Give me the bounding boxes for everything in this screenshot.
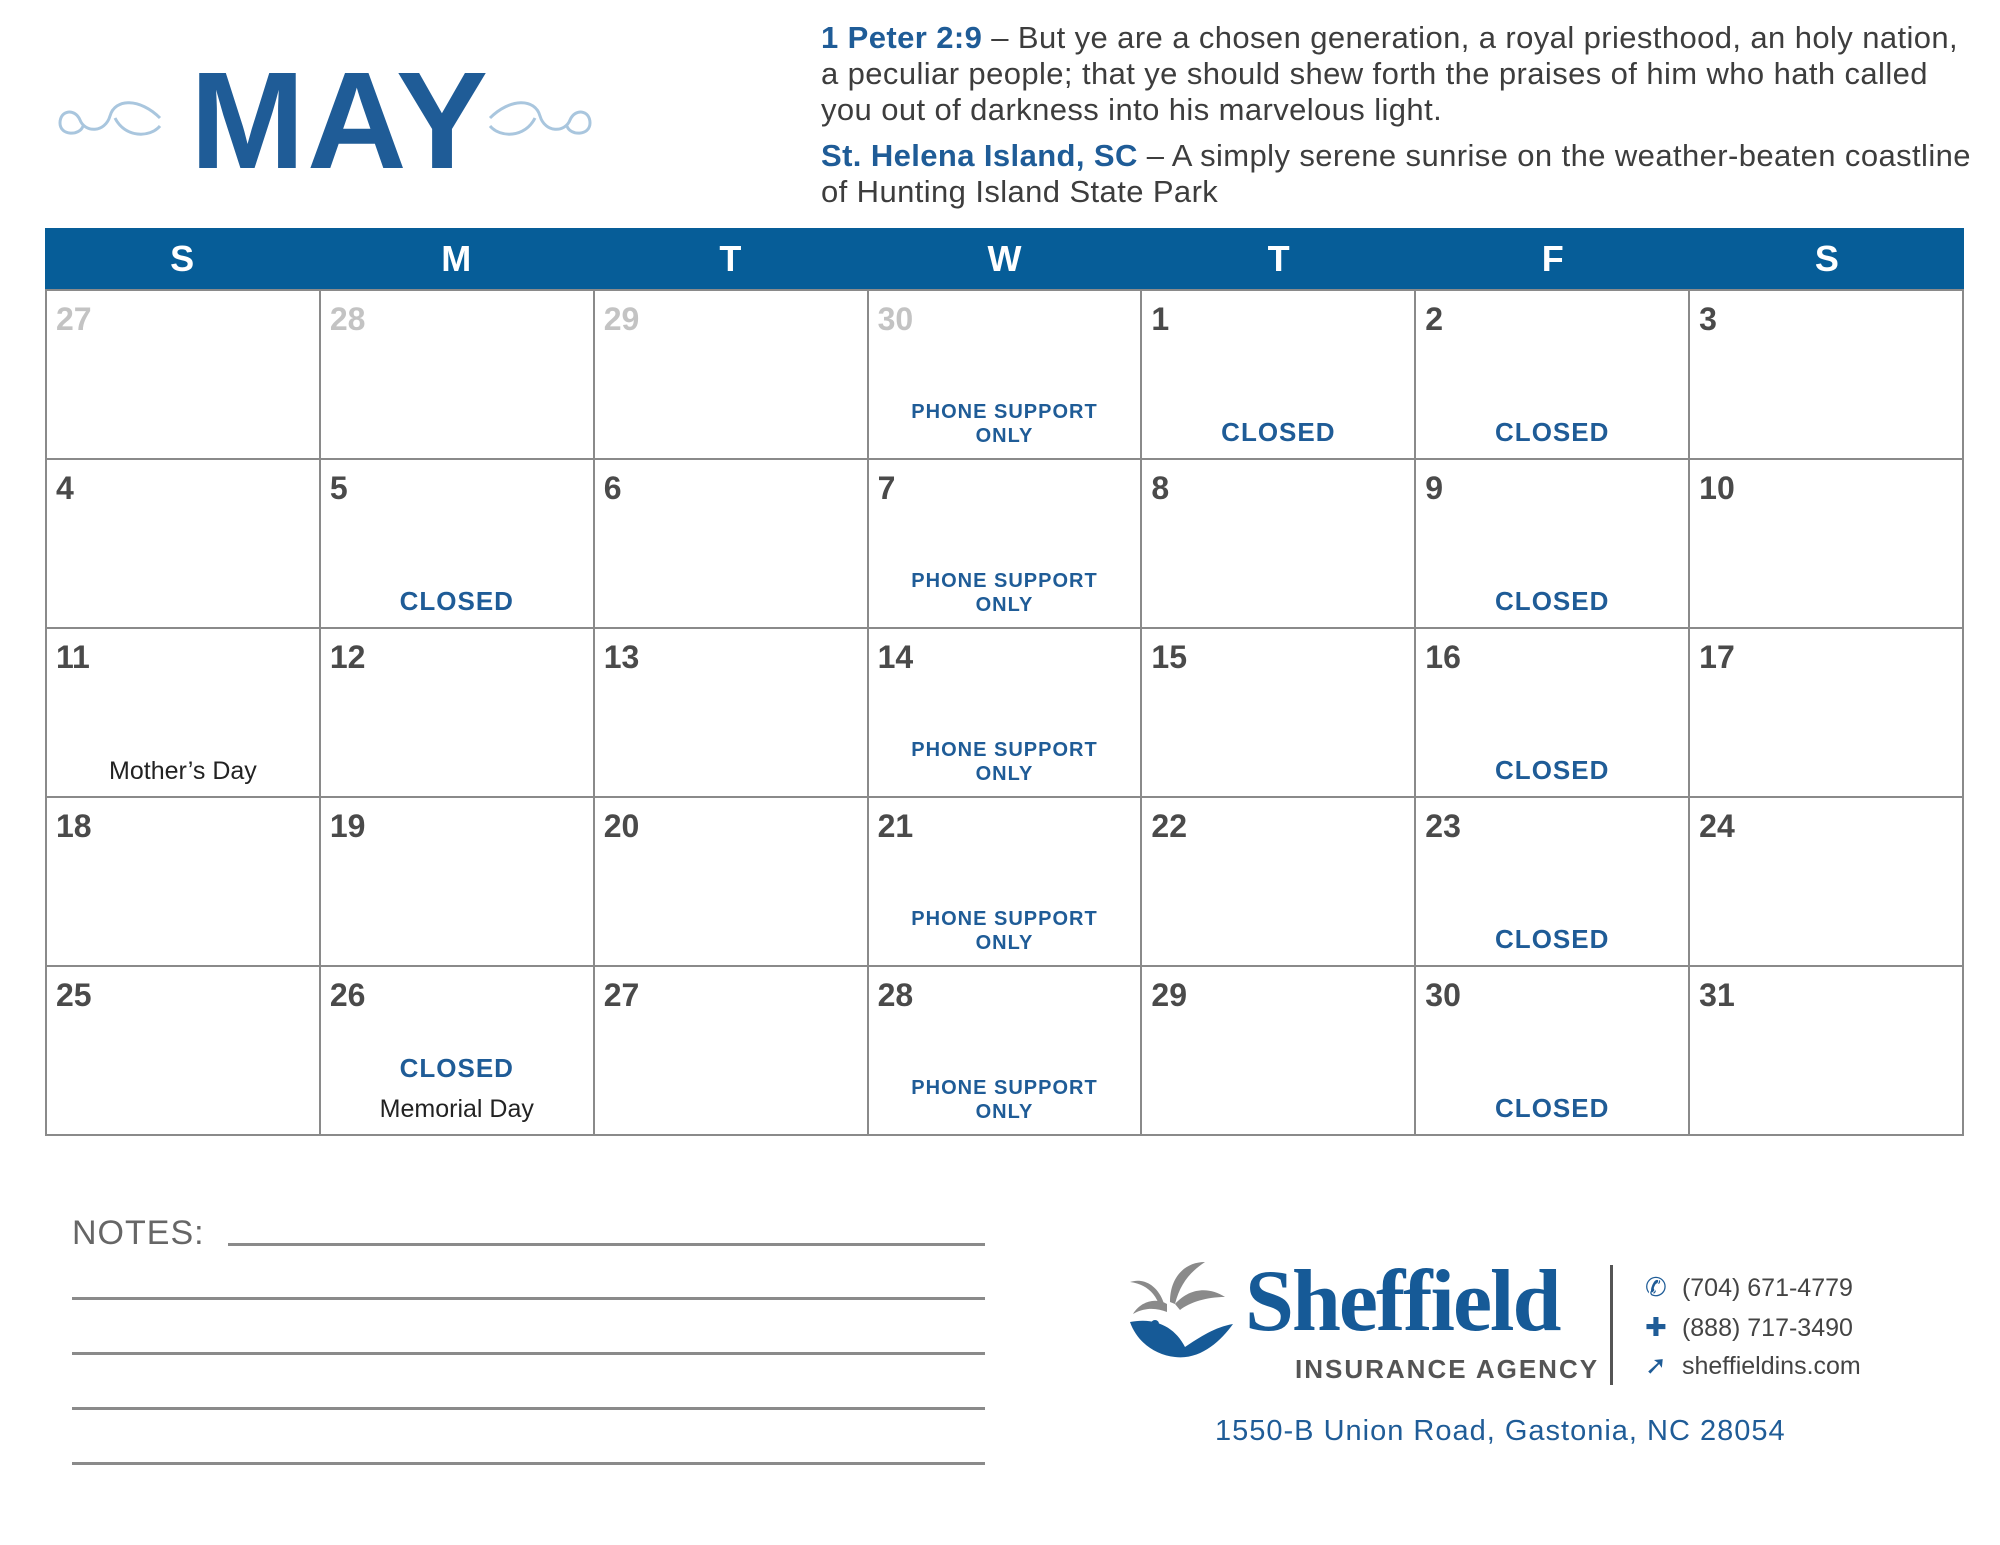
phone-number: (704) 671-4779 <box>1681 1274 1853 1302</box>
day-cell <box>47 291 321 460</box>
closed-label: CLOSED <box>1495 755 1610 785</box>
notes-line <box>228 1243 985 1246</box>
day-cell <box>1690 967 1964 1136</box>
day-number: 28 <box>329 301 366 337</box>
day-cell <box>321 629 595 798</box>
sheffield-palm-bird-logo <box>1125 1252 1235 1362</box>
photo-caption-place: St. Helena Island, SC <box>821 138 1138 173</box>
day-number: 6 <box>603 470 622 506</box>
day-cell <box>1142 291 1416 460</box>
day-cell <box>321 798 595 967</box>
notes-line <box>72 1352 985 1355</box>
address: 1550-B Union Road, Gastonia, NC 28054 <box>1215 1415 1786 1447</box>
divider <box>1610 1265 1613 1385</box>
day-cell <box>869 629 1143 798</box>
day-number: 30 <box>1425 977 1461 1013</box>
day-cell <box>595 291 869 460</box>
closed-label: CLOSED <box>399 1053 514 1083</box>
day-cell <box>869 967 1143 1136</box>
day-number: 15 <box>1151 639 1188 675</box>
day-number: 18 <box>56 808 92 844</box>
day-number: 30 <box>877 301 914 337</box>
day-cell <box>869 460 1143 629</box>
weekday-header <box>45 228 1964 289</box>
day-cell <box>1416 798 1690 967</box>
day-number: 9 <box>1425 470 1444 506</box>
phone-support-label: PHONE SUPPORT ONLY <box>911 739 1098 785</box>
holiday-note: Mother’s Day <box>109 757 257 785</box>
day-number: 29 <box>603 301 640 337</box>
phone-support-label: PHONE SUPPORT ONLY <box>911 570 1098 616</box>
day-cell <box>1690 629 1964 798</box>
day-number: 17 <box>1699 639 1735 675</box>
photo-caption-text: – A simply serene sunrise on the weather-beaten coastline of Hunting Island State Park <box>821 138 1971 209</box>
verse <box>821 20 1971 128</box>
weekday-sunday: S <box>170 238 195 279</box>
day-number: 14 <box>877 639 914 675</box>
day-number: 1 <box>1151 301 1170 337</box>
closed-label: CLOSED <box>1221 417 1336 447</box>
day-number: 2 <box>1425 301 1444 337</box>
closed-label: CLOSED <box>399 586 514 616</box>
day-cell <box>1690 460 1964 629</box>
day-cell <box>321 967 595 1136</box>
contact-phone <box>1645 1272 1853 1303</box>
day-number: 21 <box>877 808 914 844</box>
closed-label: CLOSED <box>1495 924 1610 954</box>
day-cell <box>321 460 595 629</box>
verse-block <box>821 20 1971 220</box>
day-cell <box>1142 629 1416 798</box>
weekday-friday: F <box>1541 238 1564 279</box>
closed-label: CLOSED <box>1495 417 1610 447</box>
notes-line <box>72 1462 985 1465</box>
day-number: 8 <box>1151 470 1170 506</box>
phone-support-label: PHONE SUPPORT ONLY <box>911 401 1098 447</box>
day-number: 5 <box>329 470 348 506</box>
notes-label: NOTES: <box>72 1214 205 1252</box>
day-number: 22 <box>1151 808 1188 844</box>
calendar <box>45 228 1964 1136</box>
day-cell <box>1416 629 1690 798</box>
day-number: 29 <box>1151 977 1188 1013</box>
closed-label: CLOSED <box>1495 1093 1610 1123</box>
day-cell <box>47 460 321 629</box>
weekday-wednesday: W <box>987 238 1022 279</box>
closed-label: CLOSED <box>1495 586 1610 616</box>
day-cell <box>869 798 1143 967</box>
day-number: 12 <box>329 639 366 675</box>
arrow-link-icon: ➚ <box>1645 1350 1667 1380</box>
day-cell <box>47 629 321 798</box>
phone-support-label: PHONE SUPPORT ONLY <box>911 908 1098 954</box>
day-cell <box>869 291 1143 460</box>
day-cell <box>1142 798 1416 967</box>
holiday-note: Memorial Day <box>379 1095 534 1123</box>
day-cell <box>47 798 321 967</box>
day-cell <box>595 460 869 629</box>
calendar-grid <box>45 289 1964 1136</box>
day-number: 27 <box>603 977 640 1013</box>
day-number: 16 <box>1425 639 1461 675</box>
day-number: 25 <box>56 977 92 1013</box>
day-number: 11 <box>56 639 90 675</box>
fax-icon: ✚ <box>1645 1312 1667 1342</box>
weekday-thursday: T <box>1267 238 1290 279</box>
day-cell <box>595 798 869 967</box>
left-flourish-ornament <box>55 88 165 148</box>
month-title: MAY <box>190 44 490 198</box>
day-number: 13 <box>603 639 640 675</box>
weekday-saturday: S <box>1814 238 1839 279</box>
contact-fax <box>1645 1312 1853 1343</box>
day-number: 23 <box>1425 808 1461 844</box>
day-number: 20 <box>603 808 640 844</box>
day-number: 26 <box>329 977 366 1013</box>
day-cell <box>1142 460 1416 629</box>
day-number: 27 <box>56 301 92 337</box>
notes-line <box>72 1297 985 1300</box>
day-number: 4 <box>56 470 74 506</box>
day-cell <box>1690 798 1964 967</box>
brand-subtitle: INSURANCE AGENCY <box>1295 1354 1600 1384</box>
day-number: 31 <box>1699 977 1735 1013</box>
day-number: 3 <box>1699 301 1717 337</box>
day-cell <box>1416 967 1690 1136</box>
day-number: 7 <box>877 470 896 506</box>
weekday-monday: M <box>441 238 472 279</box>
phone-icon: ✆ <box>1645 1272 1667 1302</box>
contact-web <box>1645 1350 1861 1381</box>
photo-caption <box>821 138 1971 210</box>
day-cell <box>1142 967 1416 1136</box>
day-cell <box>1416 460 1690 629</box>
day-cell <box>1690 291 1964 460</box>
weekday-tuesday: T <box>719 238 742 279</box>
fax-number: (888) 717-3490 <box>1681 1314 1853 1342</box>
day-number: 24 <box>1699 808 1735 844</box>
right-flourish-ornament <box>485 88 595 148</box>
day-cell <box>47 967 321 1136</box>
website-link[interactable]: sheffieldins.com <box>1681 1352 1861 1380</box>
verse-reference: 1 Peter 2:9 <box>821 20 983 55</box>
day-cell <box>595 967 869 1136</box>
day-number: 10 <box>1699 470 1735 506</box>
phone-support-label: PHONE SUPPORT ONLY <box>911 1077 1098 1123</box>
day-cell <box>595 629 869 798</box>
verse-text: – But ye are a chosen generation, a royal priesthood, an holy nation, a peculiar people; that ye should shew forth the praises of him who hath called you out of darkness into his marvelous light. <box>821 20 1959 127</box>
day-number: 19 <box>329 808 366 844</box>
day-number: 28 <box>877 977 914 1013</box>
brand-name: Sheffield <box>1245 1253 1560 1350</box>
notes-line <box>72 1407 985 1410</box>
day-cell <box>321 291 595 460</box>
day-cell <box>1416 291 1690 460</box>
